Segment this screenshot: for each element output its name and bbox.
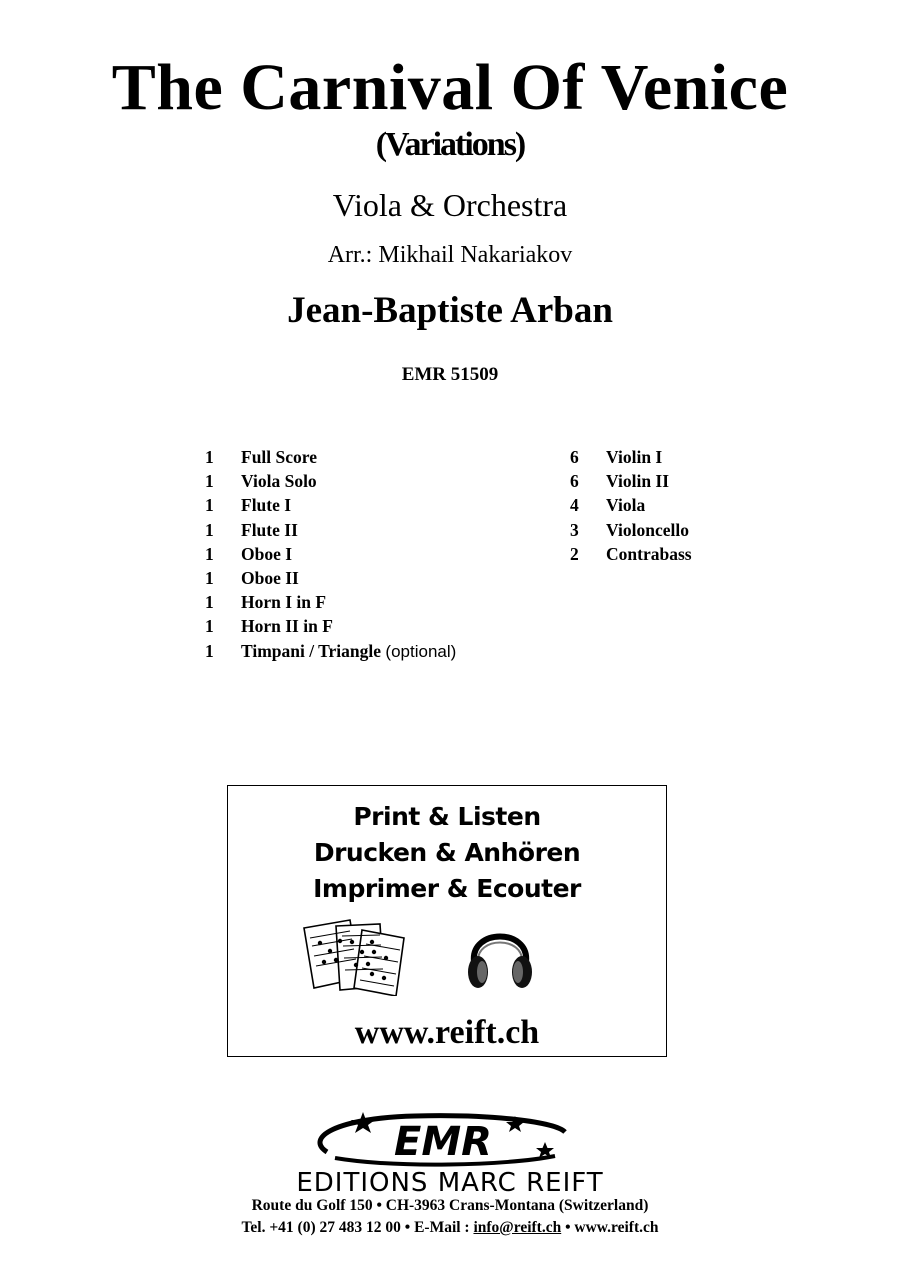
part-name: Contrabass [606,543,692,564]
emr-logo-text: EMR [394,1119,492,1165]
promo-line-french: Imprimer & Ecouter [313,874,581,903]
part-quantity: 3 [570,519,579,540]
part-quantity: 4 [570,495,579,516]
part-quantity: 1 [205,592,214,613]
part-note: (optional) [385,641,457,661]
email-label: E-Mail : [414,1219,470,1236]
emr-logo [305,1108,595,1170]
part-quantity: 1 [205,495,214,516]
part-quantity: 1 [205,640,214,661]
page-title: The Carnival Of Venice [111,51,789,124]
part-name: Horn I in F [241,592,327,613]
part-name: Timpani / Triangle [241,640,382,661]
sheet-music-icon [300,916,412,996]
instrumentation: Viola & Orchestra [332,187,568,223]
part-quantity: 6 [570,471,579,492]
part-name: Viola Solo [241,471,317,492]
publisher-name: EDITIONS MARC REIFT [296,1168,604,1198]
telephone: Tel. +41 (0) 27 483 12 00 [241,1219,401,1236]
part-item [205,568,456,592]
part-quantity: 1 [205,471,214,492]
part-item [205,592,456,616]
print-listen-box [227,785,667,1057]
part-item [205,616,456,640]
part-quantity: 1 [205,447,214,467]
part-name: Horn II in F [241,616,333,637]
email-link[interactable]: info@reift.ch [473,1219,562,1236]
part-item [205,641,456,665]
part-name: Violin II [606,471,670,492]
part-item [570,544,692,568]
part-item [570,447,692,471]
part-item [205,544,456,568]
part-item [570,495,692,519]
part-quantity: 1 [205,519,214,540]
part-quantity: 2 [570,543,579,564]
part-name: Full Score [241,447,317,467]
part-name: Viola [606,495,646,516]
promo-website-link[interactable]: www.reift.ch [354,1014,540,1051]
part-name: Flute II [241,519,298,540]
publisher-address: Route du Golf 150 • CH-3963 Crans-Montana (Switzerland) [251,1197,649,1214]
composer: Jean-Baptiste Arban [287,290,613,331]
part-name: Flute I [241,495,292,516]
arranger: Arr.: Mikhail Nakariakov [327,242,573,268]
part-name: Oboe I [241,543,293,564]
part-item [205,520,456,544]
part-item [570,520,692,544]
publisher-contact: Tel. +41 (0) 27 483 12 00 • E-Mail : info@reift.ch • www.reift.ch [241,1219,659,1236]
website-link[interactable]: www.reift.ch [574,1219,659,1236]
catalog-number: EMR 51509 [401,364,499,385]
part-item [205,447,456,471]
part-name: Oboe II [241,567,299,588]
part-quantity: 1 [205,616,214,637]
part-quantity: 1 [205,543,214,564]
parts-list-right [570,447,692,568]
part-name: Violin I [606,447,663,467]
parts-list-left [205,447,456,665]
promo-line-english: Print & Listen [353,802,541,831]
part-item [205,495,456,519]
headphones-icon [464,918,536,994]
part-item [205,471,456,495]
part-name: Violoncello [606,519,689,540]
part-quantity: 6 [570,447,579,467]
part-item [570,471,692,495]
promo-line-german: Drucken & Anhören [313,838,581,867]
part-quantity: 1 [205,567,214,588]
subtitle: (Variations) [375,126,525,163]
